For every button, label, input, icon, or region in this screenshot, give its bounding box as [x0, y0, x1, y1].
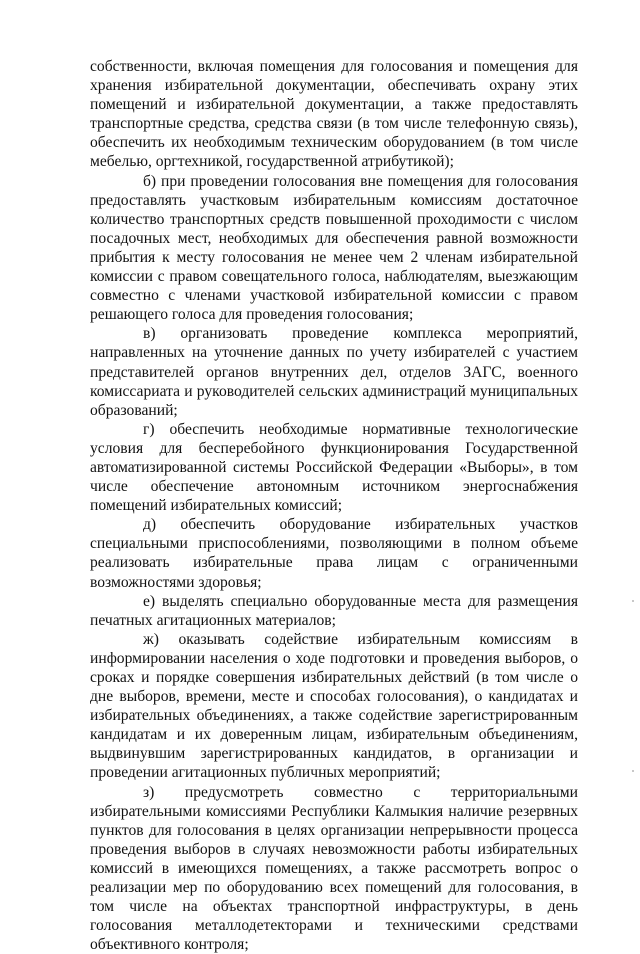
paragraph-item-e: е) выделять специально оборудованные места для размещения печатных агитационных материалов;	[90, 592, 578, 629]
paragraph-item-zh: ж) оказывать содействие избирательным комиссиям в информировании населения о ходе подготовки и проведения выборов, о сроках и порядке совершения избирательных действий (в том числе о дне выборов, времени, месте и способах голосования), о кандидатах и избирательных объединениях, а также содействие зарегистрированным кандидатам и их доверенным лицам, избирательным объединениям, выдвинувшим зарегистрированных кандидатов, в организации и проведении агитационных публичных мероприятий;	[90, 630, 578, 782]
paragraph-item-b: б) при проведении голосования вне помещения для голосования предоставлять участковым избирательным комиссиям достаточное количество транспортных средств повышенной проходимости с числом посадочных мест, необходимых для обеспечения равной возможности прибытия к месту голосования не менее чем 2 членам избирательной комиссии с правом совещательного голоса, наблюдателям, выезжающим совместно с членами участковой избирательной комиссии с правом решающего голоса для проведения голосования;	[90, 172, 578, 324]
scan-artifact-mark	[632, 770, 634, 772]
document-body	[90, 57, 578, 954]
paragraph-item-v: в) организовать проведение комплекса мероприятий, направленных на уточнение данных по учету избирателей с участием представителей органов внутренних дел, отделов ЗАГС, военного комиссариата и руководителей сельских администраций муниципальных образований;	[90, 325, 578, 419]
paragraph-item-g: г) обеспечить необходимые нормативные технологические условия для бесперебойного функционирования Государственной автоматизированной системы Российской Федерации «Выборы», в том числе обеспечение автономным источником энергоснабжения помещений избирательных комиссий;	[90, 420, 578, 515]
paragraph-item-z: з) предусмотреть совместно с территориальными избирательными комиссиями Республики Калмыкия наличие резервных пунктов для голосования в целях организации непрерывности процесса проведения выборов в случаях невозможности работы избирательных комиссий в имеющихся помещениях, а также рассмотреть вопрос о реализации мер по оборудованию всех помещений для голосования, в том числе на объектах транспортной инфраструктуры, в день голосования металлодетекторами и техническими средствами объективного контроля;	[90, 783, 578, 954]
scan-artifact-mark	[632, 600, 634, 602]
paragraph-continuation: собственности, включая помещения для голосования и помещения для хранения избирательной документации, обеспечивать охрану этих помещений и избирательной документации, а также предоставлять транспортные средства, средства связи (в том числе телефонную связь), обеспечить их необходимым техническим оборудованием (в том числе мебелью, оргтехникой, государственной атрибутикой);	[90, 58, 578, 171]
paragraph-item-d: д) обеспечить оборудование избирательных участков специальными приспособлениями, позволяющими в полном объеме реализовать избирательные права лицам с ограниченными возможностями здоровья;	[90, 516, 578, 591]
